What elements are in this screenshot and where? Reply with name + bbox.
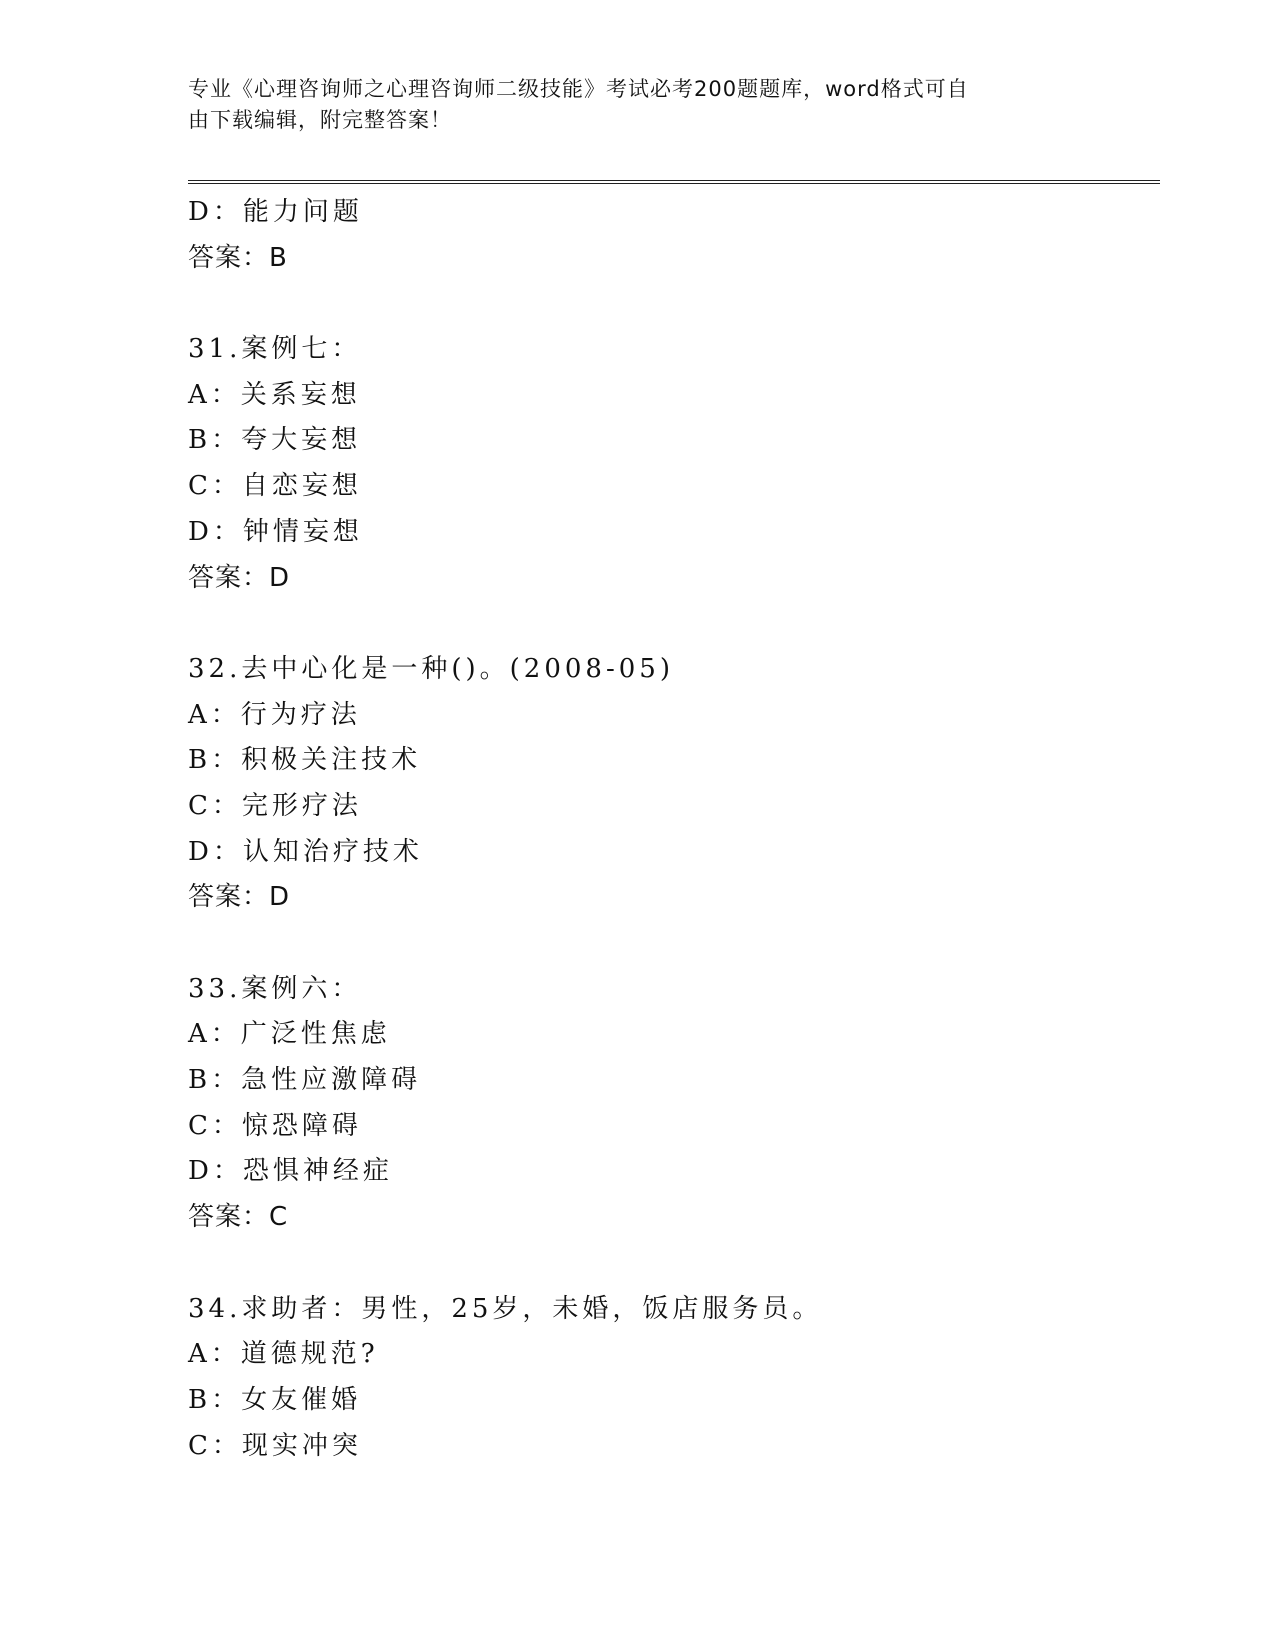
option-a: A：行为疗法: [188, 699, 361, 730]
document-header: [188, 74, 1088, 136]
spacer: [188, 1241, 1158, 1287]
option-a: A：关系妄想: [188, 379, 361, 410]
answer-line: 答案：D: [188, 882, 291, 913]
question-stem: 33.案例六：: [188, 973, 362, 1004]
header-line-1: 专业《心理咨询师之心理咨询师二级技能》考试必考200题题库，word格式可自: [188, 77, 969, 101]
spacer: [188, 921, 1158, 967]
question-stem: 32.去中心化是一种()。(2008-05): [188, 653, 674, 684]
question-list: [188, 190, 1158, 1469]
spacer: [188, 601, 1158, 647]
option-c: C：完形疗法: [188, 790, 362, 821]
option-c: C：现实冲突: [188, 1430, 362, 1461]
answer-line: 答案：B: [188, 242, 288, 273]
option-b: B：女友催婚: [188, 1384, 362, 1415]
option-b: B：夸大妄想: [188, 425, 362, 456]
option-d: D：钟情妄想: [188, 516, 363, 547]
question-stem: 31.案例七：: [188, 334, 362, 365]
answer-line: 答案：C: [188, 1202, 289, 1233]
header-divider: [188, 180, 1160, 184]
answer-line: 答案：D: [188, 562, 291, 593]
option-b: B：急性应激障碍: [188, 1065, 422, 1096]
option-a: A：道德规范?: [188, 1339, 379, 1370]
header-line-2: 由下载编辑，附完整答案！: [188, 108, 452, 132]
option-d: D：能力问题: [188, 197, 363, 227]
question-33: [188, 967, 1158, 1241]
option-c: C：自恋妄想: [188, 471, 362, 502]
option-c: C：惊恐障碍: [188, 1110, 362, 1141]
option-b: B：积极关注技术: [188, 745, 422, 776]
spacer: [188, 281, 1158, 327]
option-d: D：恐惧神经症: [188, 1156, 393, 1187]
question-34: [188, 1287, 1158, 1470]
question-31: [188, 327, 1158, 601]
question-stem: 34.求助者：男性，25岁，未婚，饭店服务员。: [188, 1293, 823, 1324]
option-d: D：认知治疗技术: [188, 836, 423, 867]
question-32: [188, 647, 1158, 921]
option-a: A：广泛性焦虑: [188, 1019, 391, 1050]
